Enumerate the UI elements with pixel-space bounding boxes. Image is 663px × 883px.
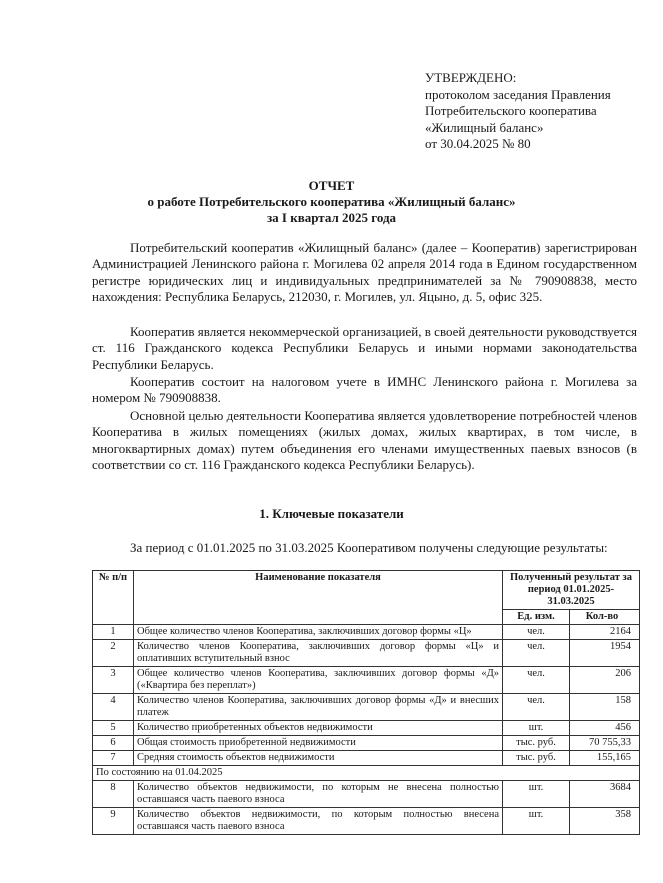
table-row: [93, 721, 640, 736]
row-name: Общая стоимость приобретенной недвижимости: [134, 736, 503, 751]
approval-line-3: Потребительского кооператива: [425, 103, 597, 118]
period-text: За период с 01.01.2025 по 31.03.2025 Кооперативом получены следующие результаты:: [130, 540, 608, 555]
row-value: 158: [570, 694, 640, 721]
row-name: Количество приобретенных объектов недвижимости: [134, 721, 503, 736]
paragraph-legal-status: Кооператив является некоммерческой организацией, в своей деятельности руководствуется ст. 116 Гражданского кодекса Республики Беларусь и иными нормами законодательства Республики Беларусь.: [92, 324, 637, 372]
approval-line-5: от 30.04.2025 № 80: [425, 136, 531, 151]
paragraph-goal: Основной целью деятельности Кооператива является удовлетворение потребностей членов Кооператива в жилых помещениях (жилых домах, жилых квартирах, в том числе, в многоквартирных домах) путем объединения его членами имущественных паевых взносов (в соответствии со ст. 116 Гражданского кодекса Республики Беларусь).: [92, 408, 637, 472]
row-unit: чел.: [503, 694, 570, 721]
paragraph-registration: Потребительский кооператив «Жилищный баланс» (далее – Кооператив) зарегистрирован Администрацией Ленинского района г. Могилева 02 апреля 2014 года в Едином государственном регистре юридических лиц и индивидуальных предпринимателей за № 790908838, место нахождения: Республика Беларусь, 212030, г. Могилев, ул. Яцыно, д. 5, офис 325.: [92, 240, 637, 304]
row-value: 3684: [570, 781, 640, 808]
paragraph-tax: Кооператив состоит на налоговом учете в ИМНС Ленинского района г. Могилева за номером № 790908838.: [92, 374, 637, 406]
row-unit: шт.: [503, 781, 570, 808]
table-row: [93, 694, 640, 721]
table-row: [93, 751, 640, 766]
row-unit: шт.: [503, 808, 570, 835]
row-name: Средняя стоимость объектов недвижимости: [134, 751, 503, 766]
row-value: 358: [570, 808, 640, 835]
row-name: Количество членов Кооператива, заключивших договор формы «Д» и внесших платеж: [134, 694, 503, 721]
key-indicators-table: [92, 570, 640, 835]
table-row: [93, 625, 640, 640]
header-count: Кол-во: [570, 610, 640, 625]
header-num: № п/п: [93, 571, 134, 625]
row-num: 4: [93, 694, 134, 721]
row-num: 1: [93, 625, 134, 640]
row-unit: тыс. руб.: [503, 751, 570, 766]
table-row: [93, 640, 640, 667]
row-value: 2164: [570, 625, 640, 640]
table-header-row: [93, 571, 640, 610]
row-name: Общее количество членов Кооператива, заключивших договор формы «Д» («Квартира без переплат»): [134, 667, 503, 694]
header-result: Полученный результат за период 01.01.2025-31.03.2025: [503, 571, 640, 610]
approval-line-1: УТВЕРЖДЕНО:: [425, 70, 517, 85]
table-row: [93, 736, 640, 751]
row-unit: чел.: [503, 667, 570, 694]
row-unit: чел.: [503, 625, 570, 640]
header-name: Наименование показателя: [134, 571, 503, 625]
report-subtitle: о работе Потребительского кооператива «Жилищный баланс»: [147, 194, 516, 209]
row-num: 5: [93, 721, 134, 736]
row-value: 70 755,33: [570, 736, 640, 751]
row-num: 8: [93, 781, 134, 808]
row-name: Количество объектов недвижимости, по которым полностью внесена оставшаяся часть паевого взноса: [134, 808, 503, 835]
table-row: [93, 667, 640, 694]
row-unit: шт.: [503, 721, 570, 736]
state-row-label: По состоянию на 01.04.2025: [93, 766, 640, 781]
section-title: 1. Ключевые показатели: [259, 506, 404, 521]
row-name: Количество членов Кооператива, заключивших договор формы «Ц» и оплативших вступительный взнос: [134, 640, 503, 667]
report-title: ОТЧЕТ: [308, 178, 355, 193]
row-value: 1954: [570, 640, 640, 667]
row-unit: тыс. руб.: [503, 736, 570, 751]
report-period-title: за I квартал 2025 года: [266, 210, 397, 225]
header-unit: Ед. изм.: [503, 610, 570, 625]
row-num: 7: [93, 751, 134, 766]
approval-stamp: [425, 70, 611, 153]
approval-line-4: «Жилищный баланс»: [425, 119, 544, 135]
row-value: 206: [570, 667, 640, 694]
state-row: [93, 766, 640, 781]
row-name: Общее количество членов Кооператива, заключивших договор формы «Ц»: [134, 625, 503, 640]
row-num: 2: [93, 640, 134, 667]
row-num: 6: [93, 736, 134, 751]
row-num: 9: [93, 808, 134, 835]
table-row: [93, 808, 640, 835]
row-value: 456: [570, 721, 640, 736]
row-num: 3: [93, 667, 134, 694]
table-row: [93, 781, 640, 808]
row-unit: чел.: [503, 640, 570, 667]
row-value: 155,165: [570, 751, 640, 766]
row-name: Количество объектов недвижимости, по которым не внесена полностью оставшаяся часть паевого взноса: [134, 781, 503, 808]
approval-line-2: протоколом заседания Правления: [425, 86, 611, 102]
